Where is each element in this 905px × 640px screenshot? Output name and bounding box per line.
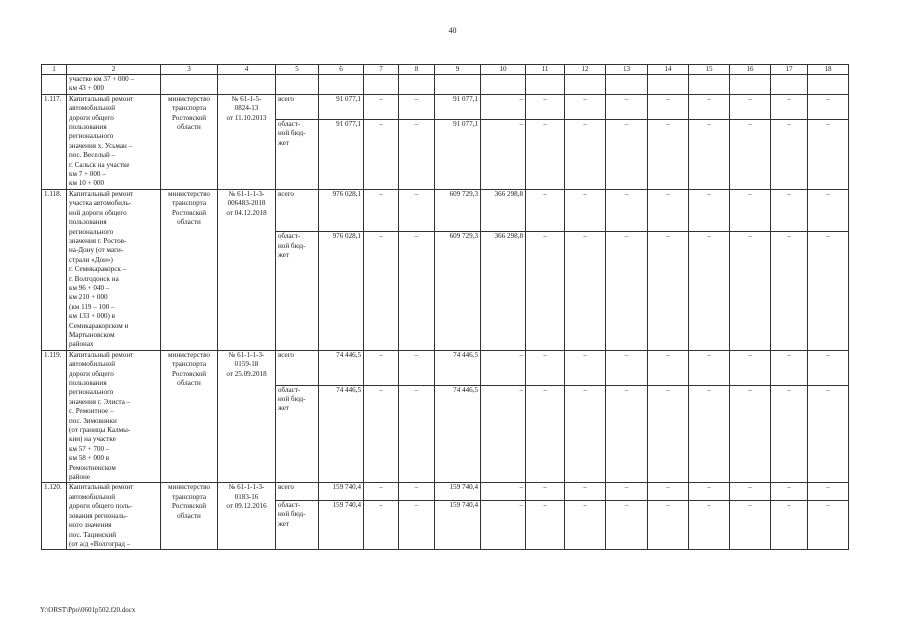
value-cell: – xyxy=(689,483,730,501)
column-number-cell: 14 xyxy=(648,65,689,75)
cell-line: транспорта xyxy=(172,199,206,208)
project-number-cell: 1.119. xyxy=(42,350,67,483)
value-cell: 159 740,4 xyxy=(435,483,481,501)
value-cell: – xyxy=(689,94,730,119)
cell-line: км 43 + 000 xyxy=(69,84,104,93)
empty-cell xyxy=(364,75,399,95)
value-cell: – xyxy=(648,350,689,385)
total-cost-cell: 976 028,1 xyxy=(319,232,364,351)
value-cell: 609 729,3 xyxy=(435,189,481,231)
value-cell: – xyxy=(606,94,648,119)
cell-line: жет xyxy=(278,404,290,413)
project-number-cell: 1.117. xyxy=(42,94,67,189)
cell-line: от 04.12.2018 xyxy=(226,208,267,217)
cell-line: районе xyxy=(69,473,90,482)
page-number: 40 xyxy=(448,26,457,35)
column-number-cell: 2 xyxy=(67,65,161,75)
cell-line: № 61-1-1-3- xyxy=(228,350,265,359)
cell-line: транспорта xyxy=(172,104,206,113)
cell-line: ной бюд- xyxy=(278,510,306,519)
cell-line: значения х. Усьман – xyxy=(69,141,133,150)
cell-line: регионального xyxy=(69,227,114,236)
value-cell: – xyxy=(399,501,435,550)
responsible-body-cell xyxy=(161,94,218,189)
value-cell: 609 729,3 xyxy=(435,232,481,351)
cell-line: зования региональ- xyxy=(69,511,128,520)
value-cell: – xyxy=(808,350,849,385)
value-cell: – xyxy=(526,501,565,550)
value-cell: – xyxy=(771,94,808,119)
expertise-document-cell xyxy=(218,350,276,483)
value-cell: – xyxy=(730,385,771,483)
cell-line: ного значения xyxy=(69,521,112,530)
funding-source-cell xyxy=(276,119,319,189)
cell-line: жет xyxy=(278,250,290,259)
cell-line: 0183-16 xyxy=(234,492,259,501)
total-cost-cell: 159 740,4 xyxy=(319,483,364,501)
cell-line: пос. Веселый – xyxy=(69,151,116,160)
cell-line: страли «Дон») xyxy=(69,255,113,264)
cell-line: автомобильной xyxy=(69,104,116,113)
cell-line: Ремонтненском xyxy=(69,463,116,472)
cell-line: всего xyxy=(278,483,294,492)
value-cell: – xyxy=(606,119,648,189)
value-cell: – xyxy=(771,501,808,550)
project-name-cell xyxy=(67,350,161,483)
column-number-cell: 15 xyxy=(689,65,730,75)
empty-cell xyxy=(42,75,67,95)
value-cell: – xyxy=(730,350,771,385)
expertise-document-cell xyxy=(218,189,276,350)
value-cell: – xyxy=(808,94,849,119)
value-cell: – xyxy=(565,94,606,119)
value-cell: – xyxy=(808,119,849,189)
cell-line: км 133 + 000) в xyxy=(69,312,116,321)
cell-line: Капитальный ремонт xyxy=(69,94,134,103)
value-cell: – xyxy=(648,483,689,501)
empty-cell xyxy=(319,75,364,95)
cell-line: от 11.10.2013 xyxy=(226,113,267,122)
cell-line: км 10 + 000 xyxy=(69,179,104,188)
cell-line: области xyxy=(177,511,201,520)
cell-line: пос. Зимовники xyxy=(69,416,117,425)
cell-line: пользования xyxy=(69,123,107,132)
empty-cell xyxy=(808,75,849,95)
value-cell: 74 446,5 xyxy=(435,385,481,483)
value-cell: – xyxy=(648,385,689,483)
value-cell: – xyxy=(730,119,771,189)
value-cell: – xyxy=(730,483,771,501)
value-cell: – xyxy=(808,501,849,550)
cell-line: Капитальный ремонт xyxy=(69,350,134,359)
budget-table xyxy=(41,64,849,550)
value-cell: – xyxy=(606,483,648,501)
funding-source-cell xyxy=(276,501,319,550)
responsible-body-cell xyxy=(161,483,218,550)
cell-line: дороги общего поль- xyxy=(69,502,132,511)
value-cell: – xyxy=(526,119,565,189)
cell-line: дороги общего xyxy=(69,369,114,378)
cell-line: област- xyxy=(278,119,301,128)
column-number-cell: 18 xyxy=(808,65,849,75)
cell-line: км 58 + 000 в xyxy=(69,454,110,463)
cell-line: всего xyxy=(278,189,294,198)
cell-line: г. Семикаракорск – xyxy=(69,265,127,274)
value-cell: – xyxy=(606,189,648,231)
project-number-cell: 1.120. xyxy=(42,483,67,550)
value-cell: – xyxy=(689,350,730,385)
cell-line: транспорта xyxy=(172,492,206,501)
value-cell: – xyxy=(771,385,808,483)
value-cell: – xyxy=(481,94,526,119)
empty-cell xyxy=(648,75,689,95)
continuation-row xyxy=(42,75,849,95)
cell-line: районах xyxy=(69,340,94,349)
cell-line: област- xyxy=(278,501,301,510)
total-cost-cell: 91 077,1 xyxy=(319,94,364,119)
cell-line: ной дороги общего xyxy=(69,208,127,217)
value-cell: – xyxy=(481,501,526,550)
continuation-name-cell xyxy=(67,75,161,95)
value-cell: – xyxy=(364,350,399,385)
cell-line: Капитальный ремонт xyxy=(69,189,134,198)
column-number-cell: 3 xyxy=(161,65,218,75)
value-cell: 366 298,8 xyxy=(481,232,526,351)
value-cell: – xyxy=(526,385,565,483)
cell-line: министерство xyxy=(168,94,210,103)
column-number-cell: 13 xyxy=(606,65,648,75)
value-cell: – xyxy=(689,119,730,189)
value-cell: – xyxy=(648,119,689,189)
value-cell: – xyxy=(648,94,689,119)
total-cost-cell: 74 446,5 xyxy=(319,385,364,483)
value-cell: – xyxy=(771,232,808,351)
total-cost-cell: 74 446,5 xyxy=(319,350,364,385)
table-row xyxy=(42,483,849,501)
value-cell: – xyxy=(730,501,771,550)
value-cell: – xyxy=(565,350,606,385)
cell-line: участка автомобиль- xyxy=(69,199,132,208)
value-cell: – xyxy=(364,232,399,351)
cell-line: Семикаракорском и xyxy=(69,321,129,330)
column-number-cell: 9 xyxy=(435,65,481,75)
cell-line: участке км 37 + 000 – xyxy=(69,75,135,83)
value-cell: – xyxy=(526,350,565,385)
empty-cell xyxy=(730,75,771,95)
cell-line: с. Ремонтное – xyxy=(69,407,114,416)
cell-line: Ростовской xyxy=(171,208,207,217)
value-cell: – xyxy=(648,232,689,351)
value-cell: – xyxy=(689,385,730,483)
value-cell: – xyxy=(565,501,606,550)
empty-cell xyxy=(689,75,730,95)
cell-line: всего xyxy=(278,350,294,359)
cell-line: (от а/д «Волгоград – xyxy=(69,539,131,548)
value-cell: – xyxy=(771,350,808,385)
cell-line: пользования xyxy=(69,379,107,387)
cell-line: всего xyxy=(278,94,294,103)
cell-line: жет xyxy=(278,519,290,528)
cell-line: 0159-18 xyxy=(234,360,259,369)
funding-source-cell xyxy=(276,385,319,483)
column-number-cell: 12 xyxy=(565,65,606,75)
empty-cell xyxy=(218,75,276,95)
value-cell: – xyxy=(606,232,648,351)
project-name-cell xyxy=(67,94,161,189)
cell-line: Ростовской xyxy=(171,369,207,378)
value-cell: – xyxy=(689,189,730,231)
cell-line: области xyxy=(177,123,201,132)
cell-line: министерство xyxy=(168,483,210,492)
empty-cell xyxy=(276,75,319,95)
cell-line: кии) на участке xyxy=(69,435,116,444)
column-number-cell: 7 xyxy=(364,65,399,75)
cell-line: автомобильной xyxy=(69,492,116,501)
cell-line: пользования xyxy=(69,218,107,227)
value-cell: – xyxy=(481,119,526,189)
value-cell: – xyxy=(364,189,399,231)
value-cell: – xyxy=(526,94,565,119)
value-cell: – xyxy=(565,232,606,351)
funding-source-cell xyxy=(276,189,319,231)
cell-line: на-Дону (от маги- xyxy=(69,246,124,255)
project-name-cell xyxy=(67,189,161,350)
cell-line: области xyxy=(177,218,201,227)
empty-cell xyxy=(399,75,435,95)
footer-file-path: Y:\ORST\Ppo\0601p502.f20.docx xyxy=(40,606,136,614)
value-cell: – xyxy=(399,189,435,231)
value-cell: 74 446,5 xyxy=(435,350,481,385)
empty-cell xyxy=(161,75,218,95)
column-number-row xyxy=(42,65,849,75)
cell-line: регионального xyxy=(69,132,114,141)
cell-line: дороги общего xyxy=(69,113,114,122)
cell-line: № 61-1-1-3- xyxy=(228,483,265,492)
funding-source-cell xyxy=(276,232,319,351)
cell-line: Капитальный ремонт xyxy=(69,483,134,492)
empty-cell xyxy=(771,75,808,95)
value-cell: – xyxy=(606,350,648,385)
project-name-cell xyxy=(67,483,161,550)
total-cost-cell: 976 028,1 xyxy=(319,189,364,231)
funding-source-cell xyxy=(276,350,319,385)
value-cell: – xyxy=(526,483,565,501)
value-cell: – xyxy=(526,232,565,351)
empty-cell xyxy=(526,75,565,95)
cell-line: област- xyxy=(278,385,301,394)
cell-line: ной бюд- xyxy=(278,241,306,250)
responsible-body-cell xyxy=(161,189,218,350)
cell-line: пос. Тацинский xyxy=(69,530,117,539)
cell-line: от 25.09.2018 xyxy=(226,369,267,378)
value-cell: – xyxy=(689,232,730,351)
cell-line: ной бюд- xyxy=(278,129,306,138)
value-cell: – xyxy=(730,189,771,231)
cell-line: км 96 + 040 – xyxy=(69,283,110,292)
value-cell: – xyxy=(364,483,399,501)
cell-line: транспорта xyxy=(172,360,206,369)
value-cell: – xyxy=(771,189,808,231)
cell-line: 006483-2018 xyxy=(227,199,266,208)
cell-line: Ростовской xyxy=(171,113,207,122)
cell-line: регионального xyxy=(69,388,114,397)
cell-line: области xyxy=(177,379,201,387)
responsible-body-cell xyxy=(161,350,218,483)
value-cell: 366 298,8 xyxy=(481,189,526,231)
cell-line: (от границы Калмы- xyxy=(69,426,131,435)
cell-line: ной бюд- xyxy=(278,395,306,404)
value-cell: – xyxy=(648,501,689,550)
cell-line: Мартыновском xyxy=(69,330,115,339)
cell-line: (км 119 – 100 – xyxy=(69,302,115,311)
expertise-document-cell xyxy=(218,483,276,550)
empty-cell xyxy=(481,75,526,95)
value-cell: – xyxy=(399,119,435,189)
value-cell: – xyxy=(364,501,399,550)
value-cell: – xyxy=(565,119,606,189)
cell-line: автомобильной xyxy=(69,360,116,369)
value-cell: – xyxy=(565,385,606,483)
cell-line: значения г. Ростов- xyxy=(69,236,127,245)
empty-cell xyxy=(435,75,481,95)
value-cell: – xyxy=(399,385,435,483)
cell-line: 0824-13 xyxy=(234,104,259,113)
value-cell: – xyxy=(771,119,808,189)
table-row xyxy=(42,189,849,231)
value-cell: – xyxy=(364,119,399,189)
value-cell: – xyxy=(565,189,606,231)
column-number-cell: 16 xyxy=(730,65,771,75)
column-number-cell: 1 xyxy=(42,65,67,75)
cell-line: км 210 + 000 xyxy=(69,293,108,302)
value-cell: – xyxy=(808,483,849,501)
value-cell: 159 740,4 xyxy=(435,501,481,550)
value-cell: – xyxy=(481,483,526,501)
value-cell: – xyxy=(808,232,849,351)
cell-line: г. Волгодонск на xyxy=(69,274,119,283)
column-number-cell: 6 xyxy=(319,65,364,75)
cell-line: министерство xyxy=(168,189,210,198)
project-number-cell: 1.118. xyxy=(42,189,67,350)
total-cost-cell: 159 740,4 xyxy=(319,501,364,550)
total-cost-cell: 91 077,1 xyxy=(319,119,364,189)
value-cell: – xyxy=(771,483,808,501)
value-cell: – xyxy=(481,350,526,385)
cell-line: км 57 + 700 – xyxy=(69,444,110,453)
cell-line: № 61-1-1-3- xyxy=(228,189,265,198)
column-number-cell: 4 xyxy=(218,65,276,75)
value-cell: – xyxy=(730,94,771,119)
column-number-cell: 10 xyxy=(481,65,526,75)
value-cell: – xyxy=(364,385,399,483)
cell-line: Ростовской xyxy=(171,502,207,511)
cell-line: г. Сальск на участке xyxy=(69,160,130,169)
cell-line: от 09.12.2016 xyxy=(226,502,267,511)
value-cell: – xyxy=(648,189,689,231)
value-cell: – xyxy=(565,483,606,501)
column-number-cell: 11 xyxy=(526,65,565,75)
value-cell: – xyxy=(730,232,771,351)
column-number-cell: 17 xyxy=(771,65,808,75)
value-cell: – xyxy=(481,385,526,483)
cell-line: жет xyxy=(278,138,290,147)
cell-line: област- xyxy=(278,232,301,241)
value-cell: 91 077,1 xyxy=(435,119,481,189)
value-cell: – xyxy=(399,232,435,351)
empty-cell xyxy=(565,75,606,95)
value-cell: – xyxy=(606,501,648,550)
funding-source-cell xyxy=(276,94,319,119)
value-cell: – xyxy=(689,501,730,550)
value-cell: 91 077,1 xyxy=(435,94,481,119)
column-number-cell: 5 xyxy=(276,65,319,75)
funding-source-cell xyxy=(276,483,319,501)
table-row xyxy=(42,350,849,385)
value-cell: – xyxy=(399,350,435,385)
value-cell: – xyxy=(606,385,648,483)
cell-line: № 61-1-5- xyxy=(231,94,262,103)
value-cell: – xyxy=(399,94,435,119)
empty-cell xyxy=(606,75,648,95)
value-cell: – xyxy=(808,189,849,231)
table-row xyxy=(42,94,849,119)
value-cell: – xyxy=(364,94,399,119)
column-number-cell: 8 xyxy=(399,65,435,75)
value-cell: – xyxy=(526,189,565,231)
value-cell: – xyxy=(399,483,435,501)
cell-line: значения г. Элиста – xyxy=(69,397,131,406)
value-cell: – xyxy=(808,385,849,483)
cell-line: министерство xyxy=(168,350,210,359)
expertise-document-cell xyxy=(218,94,276,189)
cell-line: км 7 + 000 – xyxy=(69,170,106,179)
